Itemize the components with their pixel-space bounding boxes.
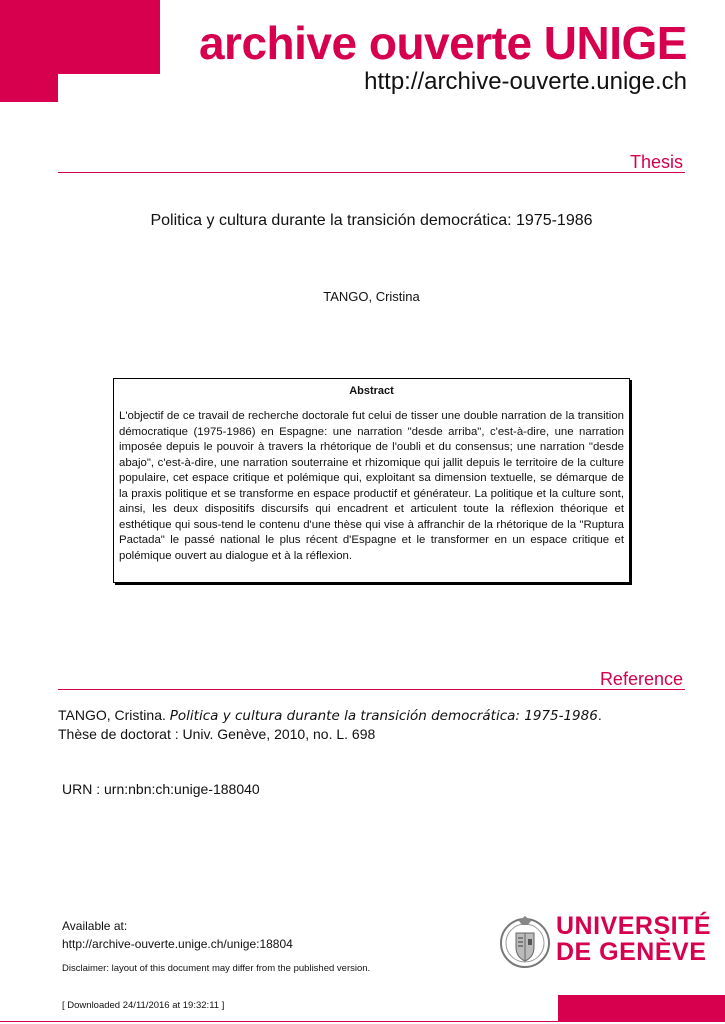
document-author: TANGO, Cristina xyxy=(323,289,420,304)
reference-urn: URN : urn:nbn:ch:unige-188040 xyxy=(62,781,260,797)
available-label: Available at: xyxy=(62,919,128,933)
university-name-line2: DE GENÈVE xyxy=(556,938,707,966)
reference-details: Thèse de doctorat : Univ. Genève, 2010, no. L. 698 xyxy=(58,726,376,742)
disclaimer: Disclaimer: layout of this document may differ from the published version. xyxy=(62,963,371,974)
abstract-text: L'objectif de ce travail de recherche doctorale fut celui de tisser une double narration de la transition démocratique (1975-1986) en Espagne: une narration "desde arriba", c'est-à-dire, une narration imposée depuis le pouvoir à travers la rhétorique de l'oubli et du consensus; une narration "desde abajo", c'est-à-dire, une narration souterraine et rhizomique qui jallit depuis le territoire de la culture populaire, cet espace critique et polémique qui, exploitant sa dimension textuelle, se démarque de la praxis politique et se transforme en espace productif et générateur. La politique et la culture sont, ainsi, les deux dispositifs discursifs qui encadrent et articulent toute la réflexion théorique et esthétique qui sous-tend le contenu d'une thèse qui vise à affranchir de la rhétorique de la "Ruptura Pactada" le passé national le plus récent d'Espagne et le transformer en un espace critique et polémique ouvert au dialogue et à la réflexion. xyxy=(119,410,624,562)
section-divider-reference xyxy=(58,689,685,690)
footer-divider xyxy=(0,1021,725,1022)
reference-author: TANGO, Cristina. xyxy=(58,707,166,723)
header-brand-block xyxy=(0,0,160,74)
reference-title-suffix: . xyxy=(597,707,602,723)
university-name-line1: UNIVERSITÉ xyxy=(556,912,712,940)
abstract-heading: Abstract xyxy=(349,385,394,397)
section-title-thesis: Thesis xyxy=(629,152,683,172)
footer-brand-block xyxy=(558,995,725,1021)
university-name xyxy=(556,913,711,965)
site-title: archive ouverte UNIGE xyxy=(198,17,687,69)
available-url-link[interactable]: http://archive-ouverte.unige.ch/unige:18804 xyxy=(62,937,293,951)
abstract-box xyxy=(113,378,630,583)
download-timestamp: [ Downloaded 24/11/2016 at 19:32:11 ] xyxy=(62,1000,225,1011)
header-brand-tab xyxy=(0,74,58,102)
reference-title: Politica y cultura durante la transición democrática: 1975-1986 xyxy=(169,708,598,724)
section-divider-thesis xyxy=(58,172,685,173)
site-url-link[interactable]: http://archive-ouverte.unige.ch xyxy=(364,68,687,95)
reference-citation xyxy=(58,707,602,724)
university-seal-icon xyxy=(499,913,551,969)
document-title: Politica y cultura durante la transición democrática: 1975-1986 xyxy=(150,212,593,229)
section-title-reference: Reference xyxy=(599,669,683,689)
